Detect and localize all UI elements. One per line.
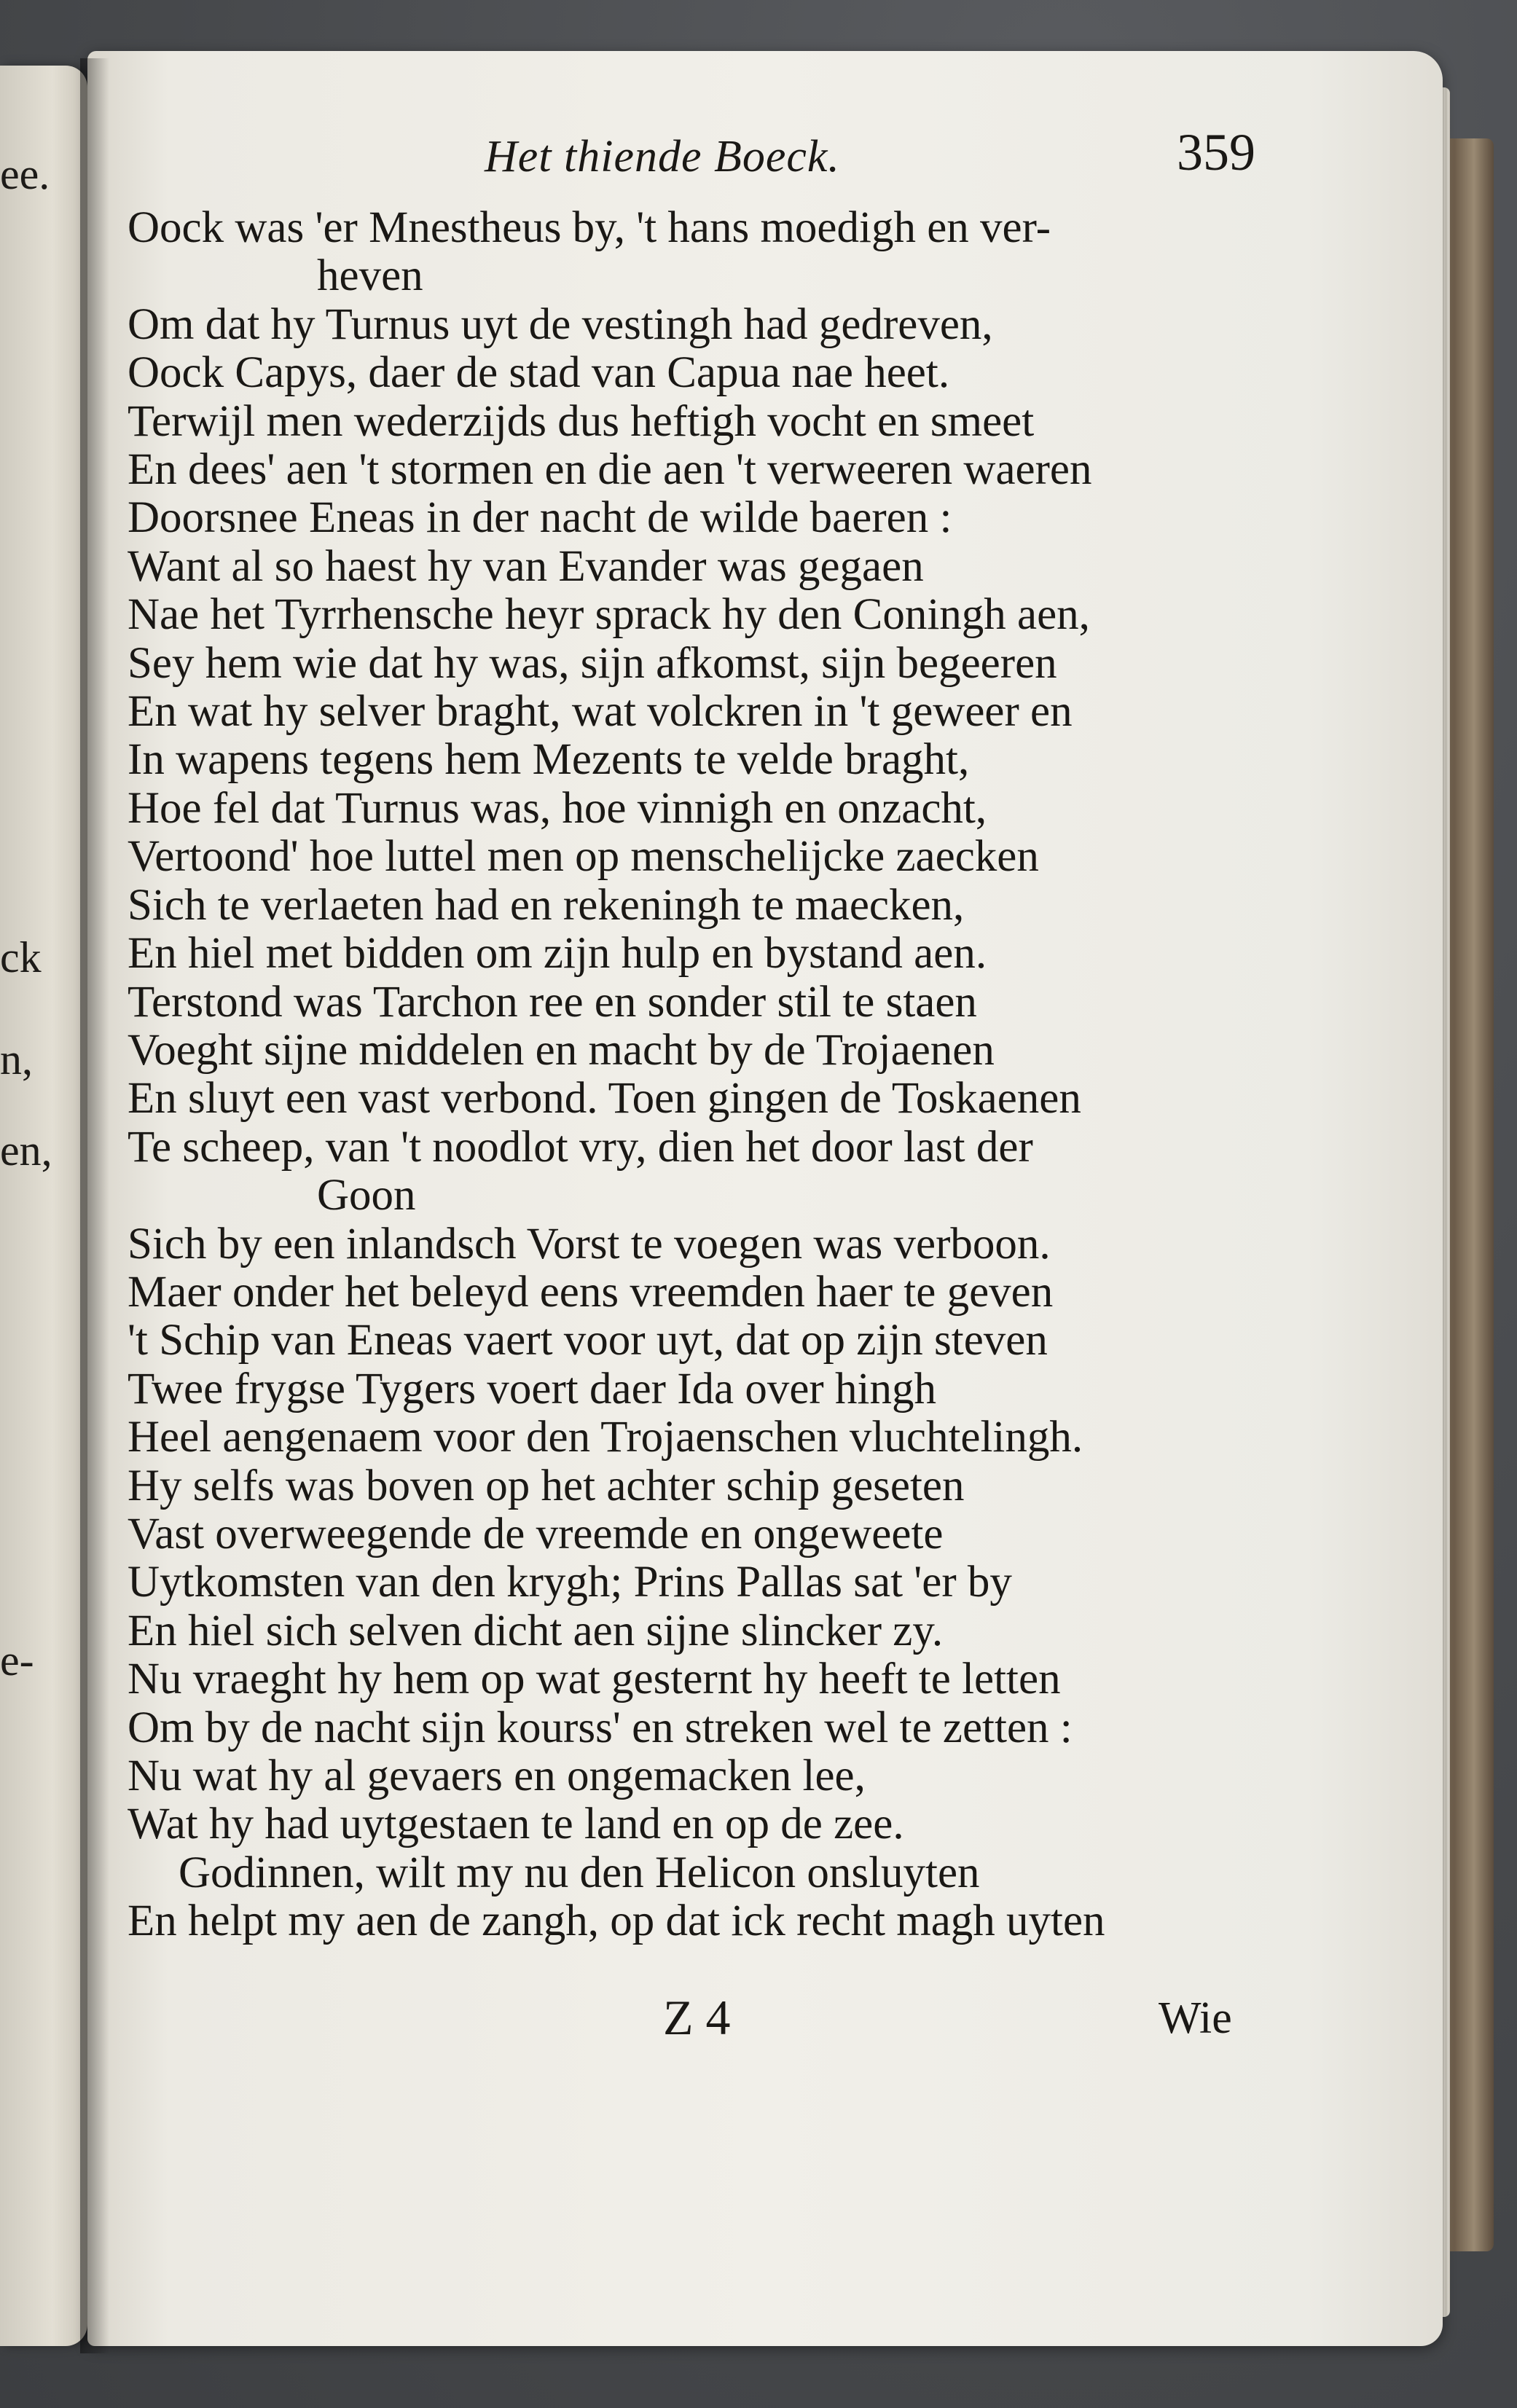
text-line: Nae het Tyrrhensche heyr sprack hy den Coningh aen, — [128, 590, 1090, 640]
signature-mark: Z 4 — [663, 1990, 731, 2045]
text-line: Doorsnee Eneas in der nacht de wilde baeren : — [128, 493, 952, 543]
text-line: Twee frygse Tygers voert daer Ida over hingh — [128, 1364, 936, 1413]
text-line: Sich te verlaeten had en rekeningh te maecken, — [128, 880, 965, 930]
text-line: Godinnen, wilt my nu den Helicon onsluyten — [179, 1848, 980, 1897]
text-line: Heel aengenaem voor den Trojaenschen vluchtelingh. — [128, 1413, 1083, 1462]
text-line: Terwijl men wederzijds dus heftigh vocht en smeet — [128, 396, 1035, 446]
text-line: Voeght sijne middelen en macht by de Trojaenen — [128, 1025, 995, 1075]
text-line: Sey hem wie dat hy was, sijn afkomst, sijn begeeren — [128, 638, 1057, 688]
text-line: En wat hy selver braght, wat volckren in 't geweer en — [128, 687, 1073, 737]
page-number: 359 — [1177, 123, 1255, 181]
text-line: Maer onder het beleyd eens vreemden haer te geven — [128, 1267, 1054, 1317]
running-head: Het thiende Boeck. — [485, 132, 840, 181]
text-line: Om by de nacht sijn kourss' en streken wel te zetten : — [128, 1703, 1073, 1752]
text-line: En hiel sich selven dicht aen sijne slincker zy. — [128, 1606, 944, 1655]
text-line: En hiel met bidden om zijn hulp en bystand aen. — [128, 929, 987, 979]
left-fragment: ck — [0, 933, 42, 981]
text-line: Nu vraeght hy hem op wat gesternt hy heeft te letten — [128, 1655, 1061, 1704]
text-line: En sluyt een vast verbond. Toen gingen de Toskaenen — [128, 1074, 1081, 1123]
catchword: Wie — [1159, 1993, 1232, 2043]
text-line: Vast overweegende de vreemde en ongeweete — [128, 1509, 944, 1558]
text-line: Wat hy had uytgestaen te land en op de zee. — [128, 1800, 904, 1849]
text-line: Hy selfs was boven op het achter schip geseten — [128, 1461, 965, 1510]
text-line: Oock Capys, daer de stad van Capua nae heet. — [128, 348, 950, 398]
text-line: Om dat hy Turnus uyt de vestingh had gedreven, — [128, 299, 993, 349]
poem-text — [128, 204, 1293, 1946]
left-fragment: ee. — [0, 150, 50, 198]
text-line: 't Schip van Eneas vaert voor uyt, dat op zijn steven — [128, 1316, 1048, 1365]
text-line: Nu wat hy al gevaers en ongemacken lee, — [128, 1752, 866, 1800]
text-line: Uytkomsten van den krygh; Prins Pallas sat 'er by — [128, 1558, 1012, 1607]
left-fragment: en, — [0, 1126, 52, 1174]
text-line: Te scheep, van 't noodlot vry, dien het door last der — [128, 1122, 1033, 1172]
text-line: En dees' aen 't stormen en die aen 't verweeren waeren — [128, 445, 1092, 495]
text-line: heven — [317, 251, 423, 301]
spine-shadow — [80, 58, 109, 2353]
left-fragment: e- — [0, 1636, 34, 1685]
text-line: Terstond was Tarchon ree en sonder stil te staen — [128, 977, 977, 1027]
text-line: Want al so haest hy van Evander was gegaen — [128, 541, 924, 591]
left-fragment: n, — [0, 1035, 33, 1083]
text-line: Vertoond' hoe luttel men op menschelijcke zaecken — [128, 832, 1039, 882]
text-line: En helpt my aen de zangh, op dat ick recht magh uyten — [128, 1897, 1105, 1946]
text-line: In wapens tegens hem Mezents te velde braght, — [128, 735, 970, 785]
left-page-edge — [0, 66, 87, 2346]
text-line: Sich by een inlandsch Vorst te voegen was verboon. — [128, 1219, 1051, 1268]
text-line: Hoe fel dat Turnus was, hoe vinnigh en onzacht, — [128, 783, 987, 833]
text-line: Oock was 'er Mnestheus by, 't hans moedigh en ver- — [128, 203, 1051, 252]
text-line: Goon — [317, 1171, 416, 1220]
